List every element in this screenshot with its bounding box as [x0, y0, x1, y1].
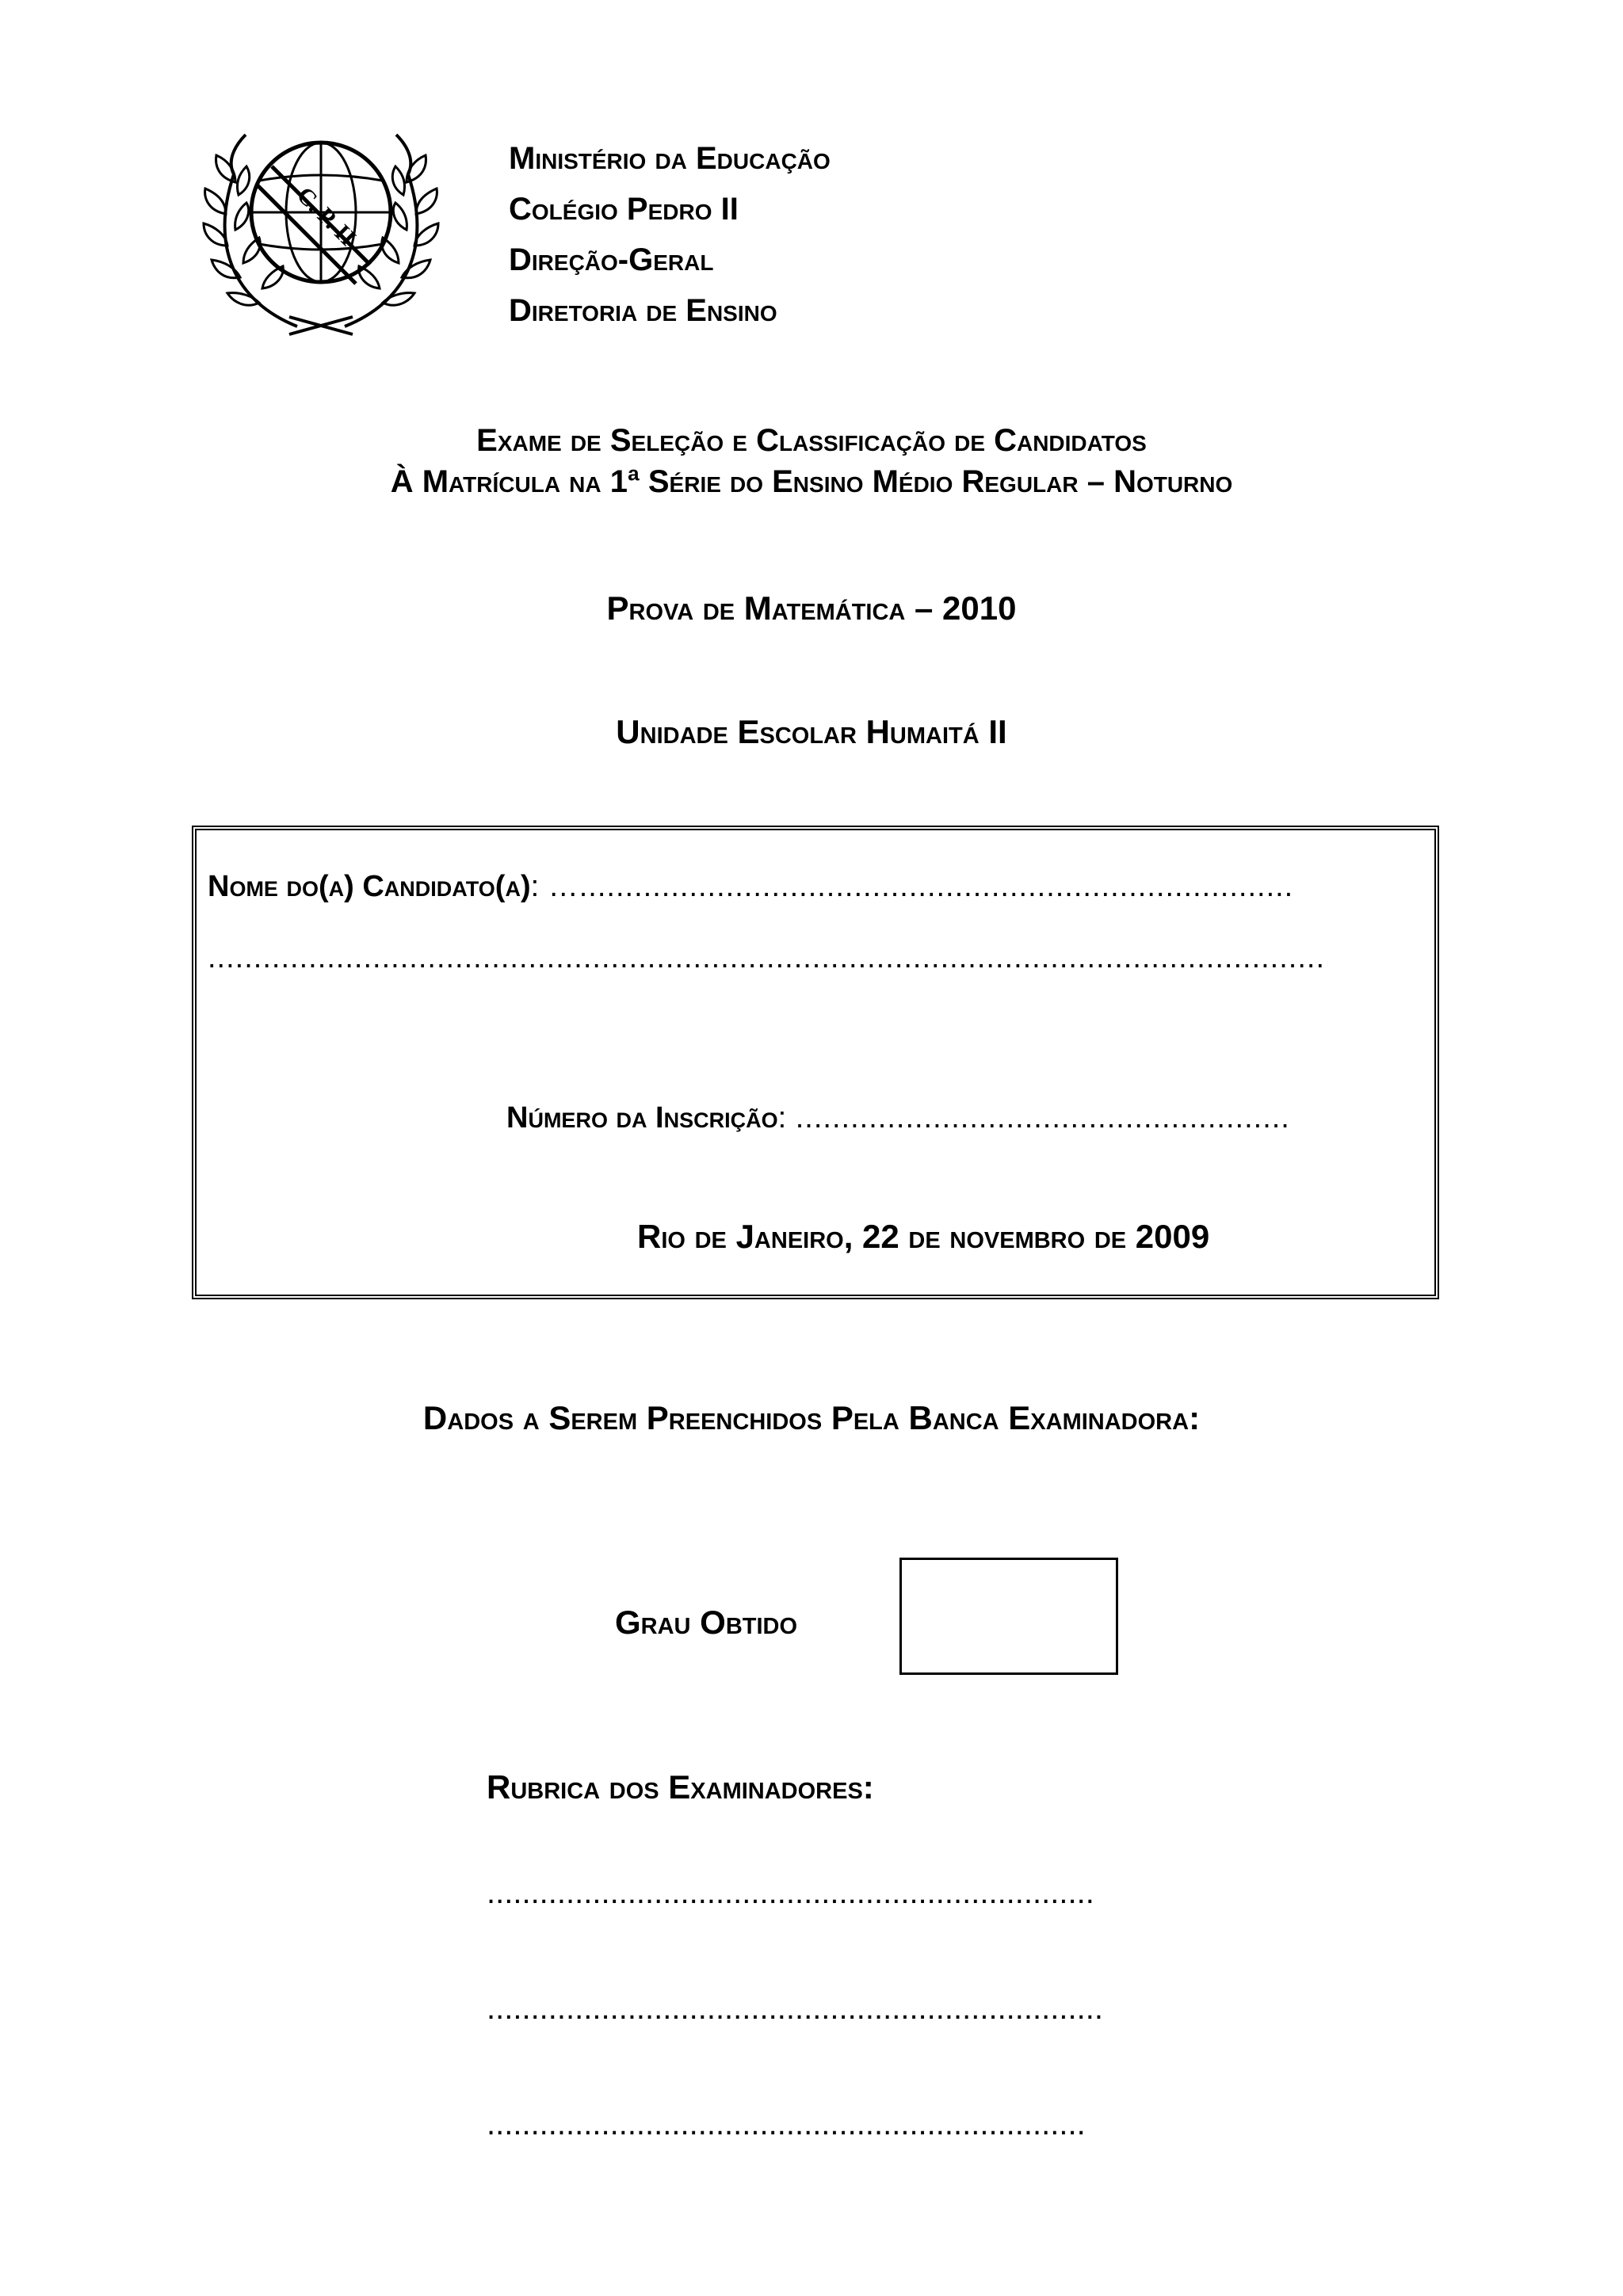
candidate-info-box	[192, 826, 1439, 1299]
exam-title-line-2: À Matrícula na 1ª Série do Ensino Médio Regular – Noturno	[390, 464, 1233, 499]
candidate-name-field[interactable]: …..............................................................................	[548, 870, 1294, 903]
institution-header	[509, 133, 831, 336]
colegio-pedro-ii-seal-logo	[202, 119, 440, 341]
grade-box[interactable]	[899, 1558, 1118, 1675]
seal-letters: C. P. II	[292, 181, 361, 251]
signature-line-3[interactable]: ....................................................................	[487, 2107, 1086, 2142]
candidate-name-line	[208, 867, 1428, 906]
registration-label: Número da Inscrição	[506, 1101, 778, 1135]
signature-line-2[interactable]: ......................................................................	[487, 1991, 1103, 2026]
institution-ministry: Ministério da Educação	[509, 141, 831, 176]
candidate-name-label: Nome do(a) Candidato(a)	[208, 870, 531, 903]
exam-date: Rio de Janeiro, 22 de novembro de 2009	[637, 1218, 1210, 1255]
exam-title-line-1: Exame de Seleção e Classificação de Candidatos	[476, 423, 1147, 458]
grade-label: Grau Obtido	[615, 1604, 798, 1641]
exam-unit: Unidade Escolar Humaitá II	[616, 713, 1007, 750]
registration-colon: :	[777, 1101, 788, 1135]
institution-college: Colégio Pedro II	[509, 192, 739, 227]
exam-subject: Prova de Matemática – 2010	[606, 589, 1017, 627]
registration-line	[506, 1098, 1426, 1138]
exam-title	[0, 420, 1623, 502]
signature-line-1[interactable]: .....................................................................	[487, 1875, 1094, 1910]
examiners-heading: Dados a Serem Preenchidos Pela Banca Examinadora:	[422, 1399, 1201, 1436]
institution-directorate: Direção-Geral	[509, 242, 714, 277]
registration-field[interactable]: ......................................................	[795, 1101, 1290, 1135]
candidate-name-colon: :	[530, 870, 540, 903]
institution-teaching-board: Diretoria de Ensino	[509, 293, 777, 328]
rubric-label: Rubrica dos Examinadores:	[487, 1768, 874, 1806]
candidate-name-field-line-2[interactable]: ..........................................................................................................................	[208, 941, 1326, 974]
